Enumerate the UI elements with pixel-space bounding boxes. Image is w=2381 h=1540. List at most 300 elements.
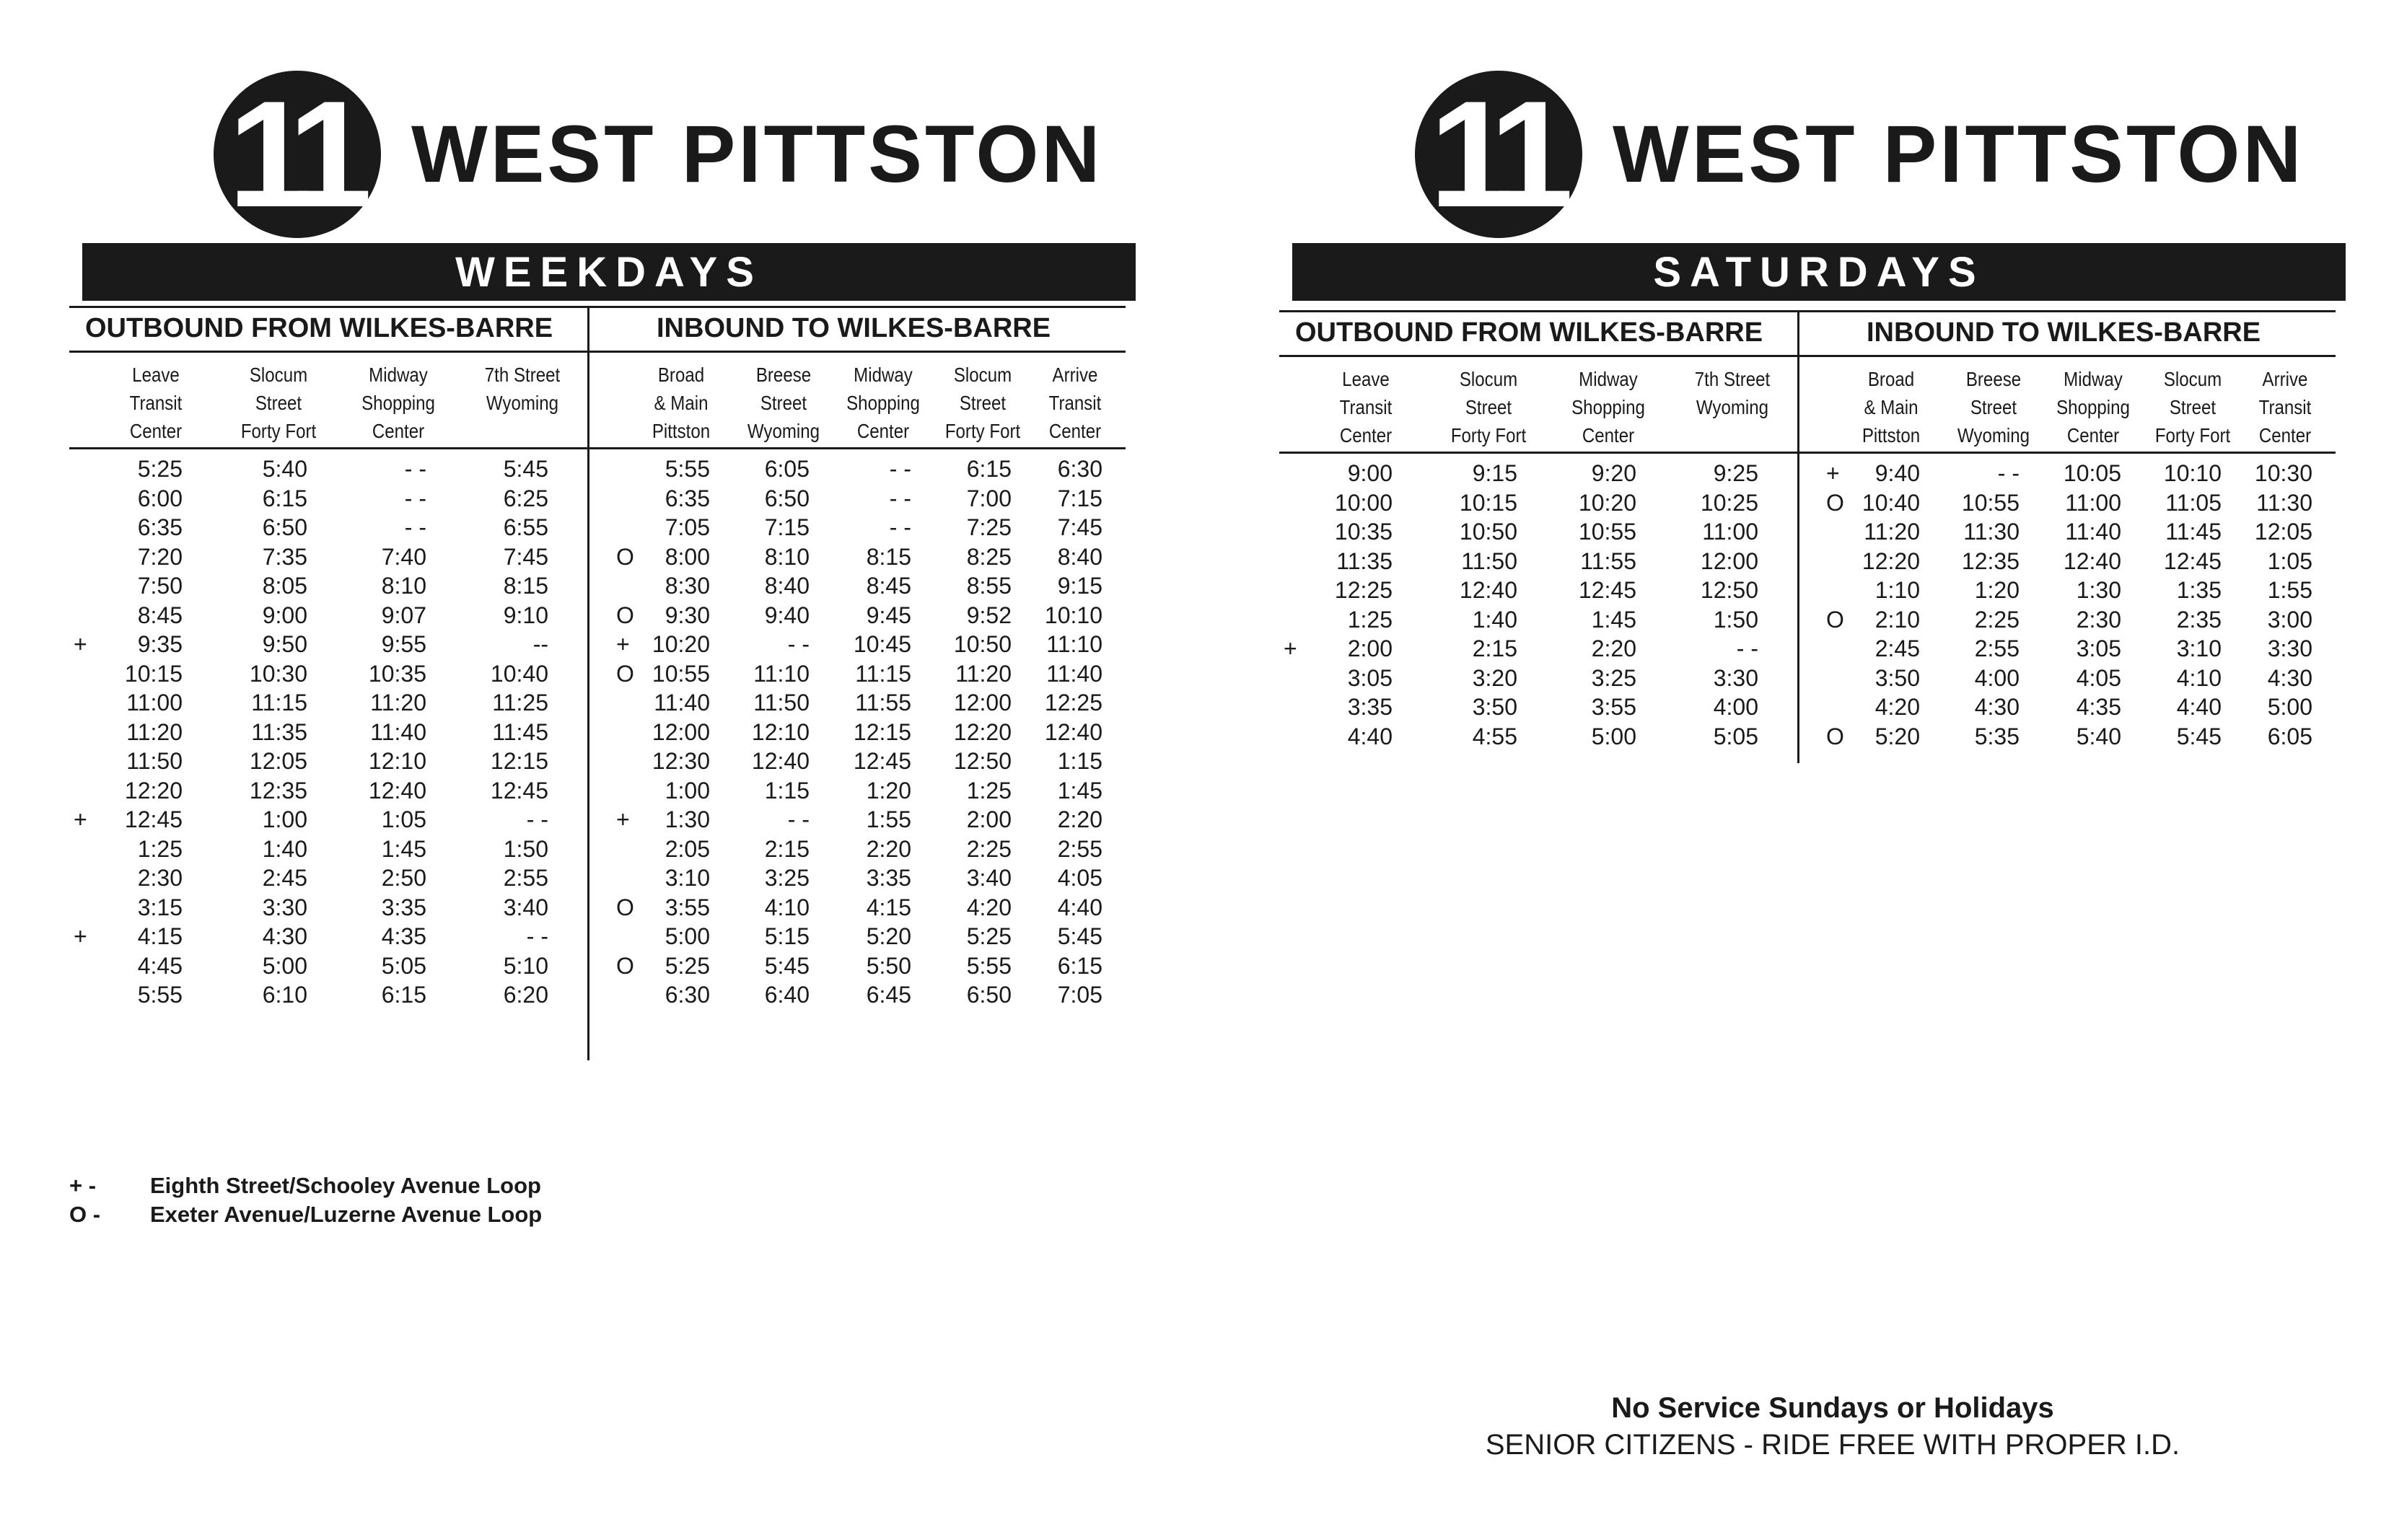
title-rule-outbound: [69, 306, 587, 308]
inbound-time-cell: 8:25: [966, 543, 1012, 570]
outbound-time-cell: 11:20: [370, 690, 426, 716]
inbound-time-cell: 1:55: [2267, 577, 2312, 603]
inbound-time-cell: 1:30: [2076, 577, 2121, 603]
outbound-time-cell: 3:30: [262, 894, 307, 920]
outbound-time-cell: 1:05: [381, 806, 426, 832]
inbound-trip-marker: +: [616, 631, 630, 657]
inbound-time-cell: 12:45: [2163, 547, 2222, 574]
outbound-time-cell: 6:55: [503, 514, 548, 540]
outbound-time-cell: 3:40: [503, 894, 548, 920]
inbound-time-cell: 3:55: [665, 894, 710, 920]
inbound-trip-marker: O: [616, 602, 634, 628]
inbound-column-header: Arrive Transit Center: [2258, 368, 2312, 446]
inbound-time-cell: 5:20: [1874, 723, 1920, 749]
outbound-time-cell: 11:35: [1336, 547, 1393, 574]
outbound-time-cell: 6:15: [262, 485, 307, 511]
inbound-time-cell: 8:55: [966, 573, 1012, 599]
inbound-column-header: Breese Street Wyoming: [747, 364, 820, 442]
inbound-time-cell: 4:20: [966, 894, 1012, 920]
outbound-time-cell: 7:35: [262, 543, 307, 570]
route-name: WEST PITTSTON: [1613, 109, 2305, 199]
day-label: SATURDAYS: [1292, 243, 2346, 301]
outbound-time-cell: 5:25: [137, 456, 183, 482]
inbound-time-cell: 10:20: [652, 631, 710, 657]
outbound-time-cell: 9:20: [1591, 460, 1636, 486]
inbound-time-cell: 5:40: [2076, 723, 2121, 749]
outbound-trip-marker: +: [74, 923, 87, 949]
inbound-time-cell: 1:30: [665, 806, 710, 832]
outbound-title: OUTBOUND FROM WILKES-BARRE: [1295, 317, 1763, 348]
outbound-time-cell: 2:45: [262, 865, 307, 891]
inbound-time-cell: 5:45: [2176, 723, 2222, 749]
outbound-time-cell: 10:55: [1578, 519, 1636, 545]
inbound-time-cell: 12:05: [2254, 519, 2312, 545]
inbound-trip-marker: O: [616, 543, 634, 570]
inbound-time-cell: 10:40: [1862, 489, 1920, 516]
inbound-trip-marker: O: [1826, 606, 1844, 633]
outbound-time-cell: 8:45: [137, 602, 183, 628]
inbound-time-cell: 9:45: [866, 602, 911, 628]
inbound-time-cell: 2:55: [1057, 835, 1102, 862]
inbound-time-cell: 3:10: [2176, 635, 2222, 661]
inbound-time-cell: 11:05: [2165, 489, 2222, 516]
outbound-time-cell: 11:40: [370, 718, 426, 745]
inbound-time-cell: 3:40: [966, 865, 1012, 891]
inbound-time-cell: 8:00: [665, 543, 710, 570]
inbound-trip-marker: O: [616, 894, 634, 920]
inbound-time-cell: 12:35: [1961, 547, 2020, 574]
outbound-time-cell: 11:55: [1580, 547, 1636, 574]
inbound-time-cell: 7:05: [1057, 982, 1102, 1008]
inbound-time-cell: 11:30: [2256, 489, 2312, 516]
outbound-time-cell: 5:05: [381, 952, 426, 979]
outbound-time-cell: 10:50: [1459, 519, 1517, 545]
inbound-time-cell: 10:10: [1044, 602, 1102, 628]
outbound-time-cell: - -: [404, 456, 426, 482]
outbound-time-cell: 3:20: [1472, 664, 1517, 691]
outbound-time-cell: 12:15: [490, 748, 548, 774]
inbound-time-cell: 12:15: [853, 718, 911, 745]
inbound-time-cell: 2:20: [1057, 806, 1102, 832]
outbound-time-cell: 12:35: [249, 777, 307, 804]
day-label: WEEKDAYS: [82, 243, 1136, 301]
outbound-time-cell: 2:20: [1591, 635, 1636, 661]
inbound-time-cell: 7:15: [764, 514, 810, 540]
inbound-time-cell: 1:05: [2267, 547, 2312, 574]
inbound-time-cell: 1:35: [2176, 577, 2222, 603]
inbound-time-cell: 8:15: [866, 543, 911, 570]
inbound-time-cell: 5:55: [665, 456, 710, 482]
inbound-time-cell: 11:55: [855, 690, 911, 716]
inbound-time-cell: 3:50: [1874, 664, 1920, 691]
outbound-time-cell: 5:10: [503, 952, 548, 979]
inbound-trip-marker: +: [1826, 460, 1840, 486]
outbound-time-cell: 9:00: [262, 602, 307, 628]
inbound-trip-marker: +: [616, 806, 630, 832]
outbound-time-cell: 1:25: [137, 835, 183, 862]
outbound-time-cell: 1:40: [262, 835, 307, 862]
inbound-time-cell: 10:55: [652, 660, 710, 687]
inbound-time-cell: 4:00: [1974, 664, 2020, 691]
outbound-time-cell: 12:40: [368, 777, 426, 804]
inbound-time-cell: - -: [1997, 460, 2020, 486]
inbound-column-header: Arrive Transit Center: [1048, 364, 1102, 442]
outbound-time-cell: 12:45: [490, 777, 548, 804]
inbound-time-cell: - -: [787, 631, 810, 657]
inbound-time-cell: 8:10: [764, 543, 810, 570]
outbound-time-cell: 7:50: [137, 573, 183, 599]
inbound-time-cell: 12:30: [652, 748, 710, 774]
inbound-time-cell: 12:50: [953, 748, 1012, 774]
inbound-time-cell: 2:45: [1874, 635, 1920, 661]
outbound-time-cell: 5:05: [1713, 723, 1758, 749]
outbound-time-cell: 5:45: [503, 456, 548, 482]
inbound-column-header: Slocum Street Forty Fort: [2154, 368, 2231, 446]
inbound-time-cell: 5:55: [966, 952, 1012, 979]
inbound-time-cell: 12:25: [1044, 690, 1102, 716]
inbound-time-cell: 11:40: [2065, 519, 2121, 545]
inbound-time-cell: 3:00: [2267, 606, 2312, 633]
header-rule: [1279, 355, 2336, 357]
outbound-time-cell: 9:10: [503, 602, 548, 628]
service-notice: [1414, 1392, 2251, 1461]
outbound-time-cell: 1:50: [1713, 606, 1758, 633]
outbound-time-cell: --: [532, 631, 548, 657]
direction-divider: [1797, 310, 1799, 763]
outbound-time-cell: 12:00: [1700, 547, 1758, 574]
inbound-time-cell: 2:25: [1974, 606, 2020, 633]
outbound-time-cell: 11:20: [126, 718, 183, 745]
inbound-time-cell: 2:05: [665, 835, 710, 862]
inbound-time-cell: - -: [889, 485, 911, 511]
inbound-time-cell: 4:30: [2267, 664, 2312, 691]
inbound-time-cell: 11:45: [2165, 519, 2222, 545]
inbound-time-cell: 6:15: [966, 456, 1012, 482]
inbound-trip-marker: O: [1826, 723, 1844, 749]
inbound-time-cell: 11:50: [753, 690, 810, 716]
outbound-time-cell: 5:40: [262, 456, 307, 482]
inbound-column-header: Midway Shopping Center: [2056, 368, 2130, 446]
outbound-time-cell: 1:00: [262, 806, 307, 832]
outbound-time-cell: 2:00: [1347, 635, 1393, 661]
inbound-time-cell: 7:15: [1057, 485, 1102, 511]
outbound-time-cell: 3:25: [1591, 664, 1636, 691]
inbound-time-cell: 12:00: [652, 718, 710, 745]
outbound-title: OUTBOUND FROM WILKES-BARRE: [85, 313, 553, 343]
inbound-time-cell: 7:05: [665, 514, 710, 540]
outbound-time-cell: - -: [526, 923, 548, 949]
route-title: [214, 69, 1102, 239]
outbound-time-cell: 12:40: [1459, 577, 1517, 603]
inbound-time-cell: 6:40: [764, 982, 810, 1008]
inbound-column-header: Broad & Main Pittston: [652, 364, 711, 442]
inbound-time-cell: 1:15: [764, 777, 810, 804]
inbound-time-cell: 4:05: [2076, 664, 2121, 691]
outbound-time-cell: 6:50: [262, 514, 307, 540]
outbound-time-cell: 1:50: [503, 835, 548, 862]
direction-divider: [587, 306, 589, 1060]
inbound-time-cell: 6:05: [764, 456, 810, 482]
outbound-time-cell: 10:30: [249, 660, 307, 687]
inbound-time-cell: 10:30: [2254, 460, 2312, 486]
inbound-time-cell: 2:10: [1874, 606, 1920, 633]
inbound-time-cell: 7:00: [966, 485, 1012, 511]
inbound-time-cell: 1:00: [665, 777, 710, 804]
legend-symbol: + -: [69, 1173, 97, 1198]
outbound-column-header: Leave Transit Center: [1339, 368, 1393, 446]
inbound-trip-marker: O: [616, 660, 634, 687]
inbound-time-cell: 2:55: [1974, 635, 2020, 661]
outbound-time-cell: 5:00: [262, 952, 307, 979]
inbound-time-cell: 6:50: [764, 485, 810, 511]
outbound-time-cell: 8:05: [262, 573, 307, 599]
outbound-time-cell: 1:45: [381, 835, 426, 862]
inbound-time-cell: 8:45: [866, 573, 911, 599]
inbound-time-cell: 1:10: [1874, 577, 1920, 603]
inbound-column-header: Midway Shopping Center: [846, 364, 920, 442]
inbound-time-cell: 1:25: [966, 777, 1012, 804]
inbound-time-cell: 4:40: [2176, 694, 2222, 720]
inbound-time-cell: 9:40: [1874, 460, 1920, 486]
inbound-time-cell: - -: [889, 456, 911, 482]
inbound-time-cell: 11:15: [855, 660, 911, 687]
outbound-time-cell: - -: [1736, 635, 1758, 661]
outbound-time-cell: 4:30: [262, 923, 307, 949]
legend-text: Exeter Avenue/Luzerne Avenue Loop: [150, 1202, 543, 1227]
outbound-time-cell: 12:20: [124, 777, 183, 804]
outbound-column-header: Slocum Street Forty Fort: [240, 364, 317, 442]
inbound-time-cell: 11:20: [1864, 519, 1920, 545]
outbound-trip-marker: +: [74, 806, 87, 832]
inbound-time-cell: 5:25: [665, 952, 710, 979]
outbound-time-cell: 10:20: [1578, 489, 1636, 516]
route-title: [1415, 69, 2304, 239]
outbound-time-cell: - -: [404, 514, 426, 540]
inbound-time-cell: 3:25: [764, 865, 810, 891]
inbound-time-cell: 11:30: [1963, 519, 2020, 545]
inbound-time-cell: 6:45: [866, 982, 911, 1008]
inbound-time-cell: 5:15: [764, 923, 810, 949]
outbound-time-cell: 10:35: [1334, 519, 1393, 545]
outbound-time-cell: 2:15: [1472, 635, 1517, 661]
outbound-time-cell: 7:40: [381, 543, 426, 570]
outbound-trip-marker: +: [74, 631, 87, 657]
legend-item-o: [69, 1202, 646, 1231]
header-bottom-rule: [1279, 452, 2336, 454]
outbound-time-cell: - -: [526, 806, 548, 832]
inbound-column-header: Breese Street Wyoming: [1957, 368, 2030, 446]
inbound-title: INBOUND TO WILKES-BARRE: [657, 313, 1051, 343]
outbound-time-cell: 3:55: [1591, 694, 1636, 720]
inbound-time-cell: - -: [787, 806, 810, 832]
inbound-time-cell: 1:20: [866, 777, 911, 804]
outbound-time-cell: 3:05: [1347, 664, 1393, 691]
outbound-time-cell: 4:35: [381, 923, 426, 949]
inbound-title: INBOUND TO WILKES-BARRE: [1867, 317, 2261, 348]
outbound-time-cell: 6:20: [503, 982, 548, 1008]
inbound-trip-marker: O: [1826, 489, 1844, 516]
outbound-time-cell: 10:15: [124, 660, 183, 687]
outbound-time-cell: 4:15: [137, 923, 183, 949]
route-number-badge: 11: [1415, 71, 1582, 238]
outbound-time-cell: 3:35: [1347, 694, 1393, 720]
inbound-time-cell: 3:10: [665, 865, 710, 891]
inbound-time-cell: 10:50: [953, 631, 1012, 657]
outbound-time-cell: 9:50: [262, 631, 307, 657]
outbound-time-cell: 3:15: [137, 894, 183, 920]
inbound-time-cell: 6:30: [665, 982, 710, 1008]
outbound-time-cell: 4:45: [137, 952, 183, 979]
outbound-time-cell: 7:45: [503, 543, 548, 570]
header-rule: [69, 351, 1126, 353]
route-name: WEST PITTSTON: [411, 109, 1103, 199]
inbound-time-cell: 3:05: [2076, 635, 2121, 661]
inbound-time-cell: 7:25: [966, 514, 1012, 540]
inbound-time-cell: 5:00: [665, 923, 710, 949]
inbound-time-cell: 10:05: [2063, 460, 2121, 486]
outbound-time-cell: 2:55: [503, 865, 548, 891]
outbound-column-header: Slocum Street Forty Fort: [1450, 368, 1527, 446]
outbound-time-cell: 11:00: [1702, 519, 1758, 545]
inbound-time-cell: 5:20: [866, 923, 911, 949]
outbound-time-cell: 11:35: [251, 718, 307, 745]
header-bottom-rule: [69, 447, 1126, 449]
inbound-time-cell: 12:40: [751, 748, 810, 774]
inbound-time-cell: 3:35: [866, 865, 911, 891]
inbound-column-header: Broad & Main Pittston: [1862, 368, 1921, 446]
outbound-time-cell: 12:25: [1334, 577, 1393, 603]
inbound-time-cell: 6:30: [1057, 456, 1102, 482]
inbound-time-cell: 4:15: [866, 894, 911, 920]
inbound-time-cell: 9:52: [966, 602, 1012, 628]
legend-item-plus: [69, 1173, 646, 1202]
outbound-time-cell: 10:25: [1700, 489, 1758, 516]
outbound-time-cell: 11:50: [126, 748, 183, 774]
inbound-time-cell: 4:10: [2176, 664, 2222, 691]
outbound-time-cell: 9:35: [137, 631, 183, 657]
outbound-time-cell: 11:15: [251, 690, 307, 716]
outbound-time-cell: 2:30: [137, 865, 183, 891]
inbound-time-cell: 5:25: [966, 923, 1012, 949]
inbound-time-cell: 10:45: [853, 631, 911, 657]
inbound-time-cell: 4:40: [1057, 894, 1102, 920]
inbound-time-cell: 11:20: [955, 660, 1012, 687]
outbound-time-cell: 11:00: [126, 690, 183, 716]
outbound-column-header: 7th Street Wyoming: [1694, 368, 1771, 418]
outbound-column-header: Midway Shopping Center: [361, 364, 435, 442]
inbound-time-cell: 10:55: [1961, 489, 2020, 516]
inbound-time-cell: 12:40: [2063, 547, 2121, 574]
inbound-time-cell: 12:45: [853, 748, 911, 774]
inbound-time-cell: 1:45: [1057, 777, 1102, 804]
outbound-time-cell: 10:15: [1459, 489, 1517, 516]
inbound-time-cell: 10:10: [2163, 460, 2222, 486]
outbound-time-cell: 10:40: [490, 660, 548, 687]
inbound-time-cell: 5:45: [1057, 923, 1102, 949]
inbound-time-cell: 4:35: [2076, 694, 2121, 720]
inbound-time-cell: 6:05: [2267, 723, 2312, 749]
inbound-time-cell: 2:20: [866, 835, 911, 862]
inbound-time-cell: 12:20: [1862, 547, 1920, 574]
inbound-time-cell: 11:00: [2065, 489, 2121, 516]
no-service-notice: No Service Sundays or Holidays: [1611, 1392, 2054, 1424]
inbound-time-cell: 2:35: [2176, 606, 2222, 633]
inbound-time-cell: 9:40: [764, 602, 810, 628]
outbound-time-cell: 2:50: [381, 865, 426, 891]
outbound-time-cell: 9:25: [1713, 460, 1758, 486]
outbound-column-header: Midway Shopping Center: [1571, 368, 1645, 446]
route-number-badge: 11: [214, 71, 381, 238]
inbound-time-cell: 9:30: [665, 602, 710, 628]
legend-symbol: O -: [69, 1202, 101, 1227]
inbound-time-cell: 11:40: [654, 690, 710, 716]
inbound-time-cell: 1:20: [1974, 577, 2020, 603]
senior-citizens-notice: SENIOR CITIZENS - RIDE FREE WITH PROPER I.D.: [1485, 1429, 2180, 1461]
inbound-time-cell: 8:30: [665, 573, 710, 599]
inbound-time-cell: 2:00: [966, 806, 1012, 832]
inbound-time-cell: 5:35: [1974, 723, 2020, 749]
outbound-time-cell: 6:10: [262, 982, 307, 1008]
outbound-time-cell: 5:00: [1591, 723, 1636, 749]
inbound-time-cell: 11:40: [1046, 660, 1102, 687]
inbound-time-cell: 8:40: [764, 573, 810, 599]
inbound-time-cell: 5:50: [866, 952, 911, 979]
inbound-time-cell: 2:15: [764, 835, 810, 862]
outbound-time-cell: 10:35: [368, 660, 426, 687]
outbound-time-cell: 9:00: [1347, 460, 1393, 486]
outbound-time-cell: 10:00: [1334, 489, 1393, 516]
outbound-time-cell: 12:45: [1578, 577, 1636, 603]
outbound-time-cell: 1:25: [1347, 606, 1393, 633]
inbound-time-cell: 11:10: [753, 660, 810, 687]
title-rule-inbound: [589, 306, 1126, 308]
inbound-time-cell: 7:45: [1057, 514, 1102, 540]
inbound-time-cell: 11:10: [1046, 631, 1102, 657]
outbound-column-header: 7th Street Wyoming: [484, 364, 561, 414]
inbound-time-cell: 1:15: [1057, 748, 1102, 774]
outbound-time-cell: 5:55: [137, 982, 183, 1008]
outbound-time-cell: 12:10: [368, 748, 426, 774]
outbound-time-cell: 4:00: [1713, 694, 1758, 720]
inbound-time-cell: 12:10: [751, 718, 810, 745]
outbound-time-cell: 6:35: [137, 514, 183, 540]
inbound-time-cell: 4:20: [1874, 694, 1920, 720]
inbound-time-cell: 12:00: [953, 690, 1012, 716]
inbound-time-cell: 2:30: [2076, 606, 2121, 633]
title-rule-outbound: [1279, 310, 1797, 312]
inbound-time-cell: 5:00: [2267, 694, 2312, 720]
outbound-time-cell: 9:55: [381, 631, 426, 657]
inbound-time-cell: 1:55: [866, 806, 911, 832]
outbound-time-cell: 3:35: [381, 894, 426, 920]
inbound-time-cell: 2:25: [966, 835, 1012, 862]
outbound-trip-marker: +: [1284, 635, 1297, 661]
inbound-time-cell: 6:50: [966, 982, 1012, 1008]
outbound-time-cell: 1:45: [1591, 606, 1636, 633]
outbound-time-cell: 1:40: [1472, 606, 1517, 633]
title-rule-inbound: [1799, 310, 2336, 312]
outbound-time-cell: 4:40: [1347, 723, 1393, 749]
outbound-time-cell: 11:50: [1461, 547, 1517, 574]
inbound-time-cell: 4:30: [1974, 694, 2020, 720]
outbound-time-cell: 3:50: [1472, 694, 1517, 720]
inbound-time-cell: 9:15: [1057, 573, 1102, 599]
outbound-time-cell: 8:15: [503, 573, 548, 599]
outbound-time-cell: 6:15: [381, 982, 426, 1008]
inbound-time-cell: 5:45: [764, 952, 810, 979]
inbound-time-cell: 8:40: [1057, 543, 1102, 570]
outbound-time-cell: 3:30: [1713, 664, 1758, 691]
